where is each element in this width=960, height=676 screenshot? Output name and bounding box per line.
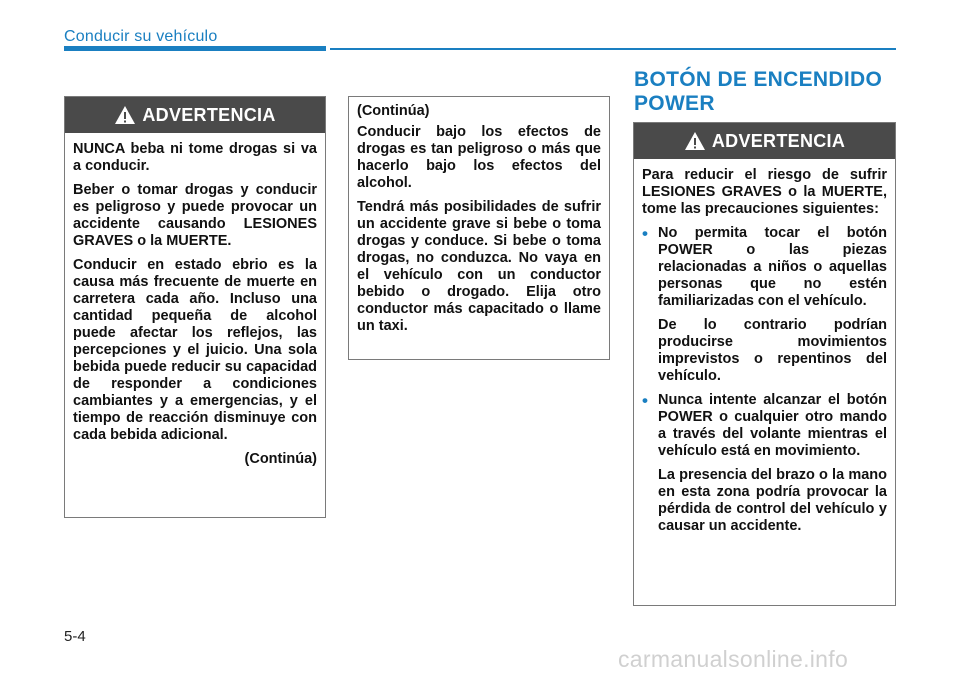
section-title-line: BOTÓN DE ENCENDIDO [634, 68, 883, 91]
warning-intro: Para reducir el riesgo de sufrir LESIONES GRAVES o la MUERTE, tome las precauciones siguientes: [642, 167, 887, 217]
warning-header [634, 123, 895, 159]
warning-paragraph: Tendrá más posibilidades de sufrir un accidente grave si bebe o toma drogas y conduce. Si bebe o toma drogas, no conduzca. No vaya en el vehículo con un conductor bebido o drogado. Elija otro conductor más capacitado o llame un taxi. [357, 199, 601, 334]
header-rule-thick [64, 46, 326, 51]
section-title [634, 68, 882, 116]
section-title-line: POWER [634, 92, 715, 115]
warning-paragraph: Conducir en estado ebrio es la causa más frecuente de muerte en carretera cada año. Incluso una cantidad pequeña de alcohol puede afectar los reflejos, las percepciones y el juicio. Una sola bebida puede reducir su capacidad de responder a condiciones cambiantes y a emergencias, y el tiempo de reacción disminuye con cada bebida adicional. [73, 257, 317, 443]
warning-box-power-button [633, 122, 896, 606]
header-title: Conducir su vehículo [64, 28, 218, 45]
warning-box-continued [348, 96, 610, 360]
warning-heading: ADVERTENCIA [711, 130, 846, 151]
watermark: carmanualsonline.info [618, 646, 849, 672]
continued-label: (Continúa) [357, 103, 430, 119]
continues-label: (Continúa) [244, 451, 317, 467]
warning-header [65, 97, 325, 133]
warning-triangle-icon [684, 131, 706, 151]
warning-box-drugs [64, 96, 326, 518]
list-item [642, 225, 887, 385]
warning-triangle-icon [114, 105, 136, 125]
precaution-list [642, 225, 887, 535]
warning-paragraph: Conducir bajo los efectos de drogas es tan peligroso o más que hacerlo bajo los efectos del alcohol. [357, 124, 601, 191]
bullet-text: • Nunca intente alcanzar el botón POWER o cualquier otro mando a través del volante mientras el vehículo está en movimiento. [658, 392, 887, 459]
header-rule-thin [330, 48, 896, 50]
bullet-subtext: La presencia del brazo o la mano en esta zona podría provocar la pérdida de control del vehículo y causar un accidente. [658, 467, 887, 534]
page-number: 5-4 [64, 628, 86, 645]
warning-heading: ADVERTENCIA [142, 104, 276, 125]
list-item [642, 392, 887, 535]
warning-paragraph: NUNCA beba ni tome drogas si va a conducir. [73, 141, 317, 174]
warning-paragraph: Beber o tomar drogas y conducir es peligroso y puede provocar un accidente causando LESIONES GRAVES o la MUERTE. [73, 182, 317, 249]
bullet-text: • No permita tocar el botón POWER o las piezas relacionadas a niños o aquellas personas que no estén familiarizadas con el vehículo. [658, 225, 887, 309]
bullet-subtext: De lo contrario podrían producirse movimientos imprevistos o repentinos del vehículo. [658, 317, 887, 384]
